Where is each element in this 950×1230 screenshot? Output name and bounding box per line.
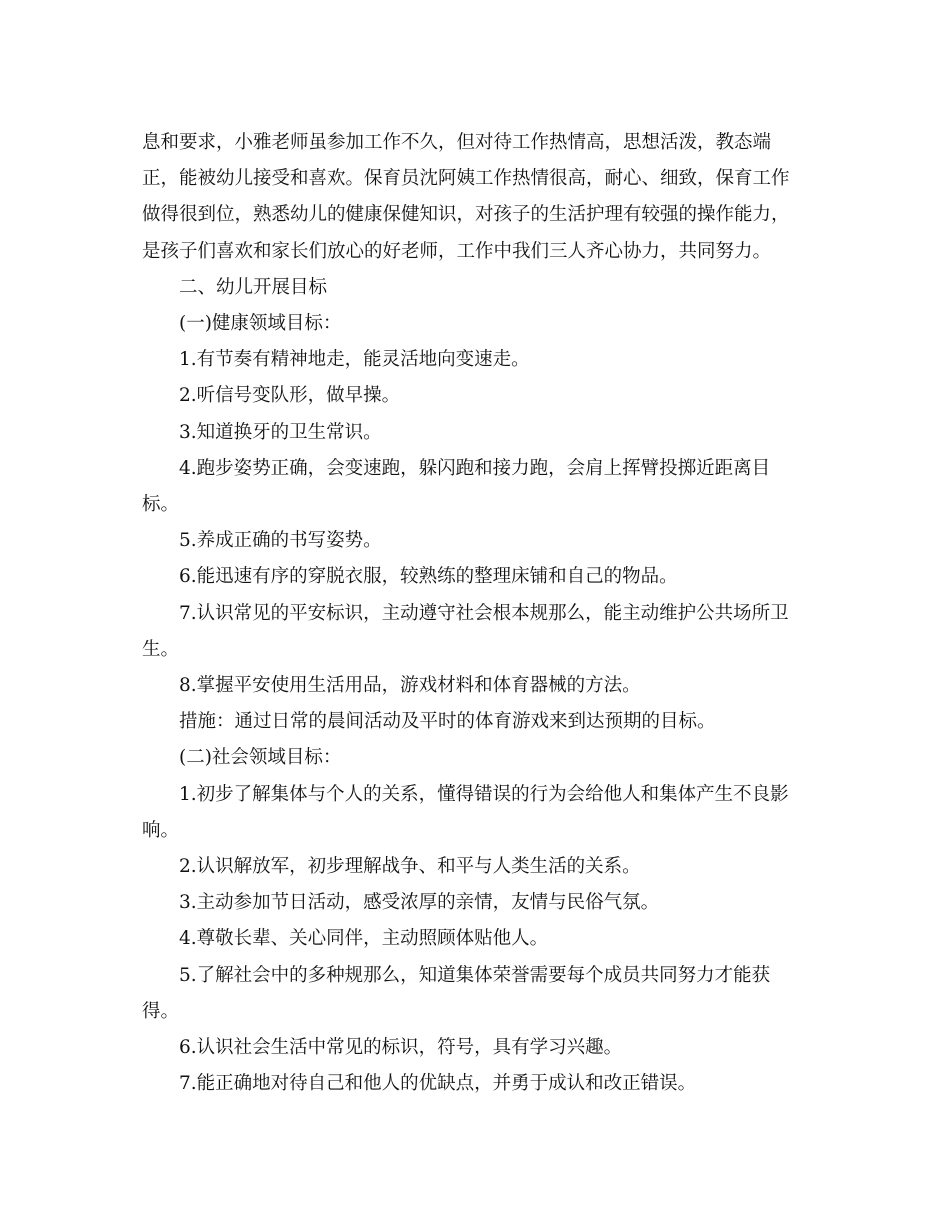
list-item: 6.能迅速有序的穿脱衣服，较熟练的整理床铺和自己的物品。 <box>179 566 678 588</box>
list-item: 1.初步了解集体与个人的关系，懂得错误的行为会给他人和集体产生不良影响。 <box>142 783 789 841</box>
list-item: 4.跑步姿势正确，会变速跑，躲闪跑和接力跑，会肩上挥臂投掷近距离目标。 <box>142 457 771 516</box>
subheading-social-goals: (二)社会领域目标： <box>179 747 342 769</box>
list-item: 3.知道换牙的卫生常识。 <box>179 421 382 443</box>
list-item: 7.能正确地对待自己和他人的优缺点，并勇于成认和改正错误。 <box>179 1073 697 1095</box>
list-item: 7.认识常见的平安标识，主动遵守社会根本规那么，能主动维护公共场所卫生。 <box>142 602 789 660</box>
list-item: 5.了解社会中的多种规那么，知道集体荣誉需要每个成员共同努力才能获得。 <box>142 964 771 1022</box>
list-item: 2.认识解放军，初步理解战争、和平与人类生活的关系。 <box>179 856 641 878</box>
list-item: 2.听信号变队形，做早操。 <box>179 385 401 407</box>
list-item: 6.认识社会生活中常见的标识，符号，具有学习兴趣。 <box>179 1037 623 1059</box>
list-item: 8.掌握平安使用生活用品，游戏材料和体育器械的方法。 <box>179 675 641 697</box>
list-item: 4.尊敬长辈、关心同伴，主动照顾体贴他人。 <box>179 928 549 950</box>
list-item: 1.有节奏有精神地走，能灵活地向变速走。 <box>179 349 530 371</box>
paragraph-intro: 息和要求，小雅老师虽参加工作不久，但对待工作热情高，思想活泼，教态端正，能被幼儿接受和喜欢。保育员沈阿姨工作热情很高，耐心、细致，保育工作做得很到位，熟悉幼儿的健康保健知识，对孩子的生活护理有较强的操作能力，是孩子们喜欢和家长们放心的好老师，工作中我们三人齐心协力，共同努力。 <box>142 132 790 262</box>
paragraph-measures: 措施：通过日常的晨间活动及平时的体育游戏来到达预期的目标。 <box>179 711 716 733</box>
list-item: 3.主动参加节日活动，感受浓厚的亲情，友情与民俗气氛。 <box>179 892 660 914</box>
list-item: 5.养成正确的书写姿势。 <box>179 530 382 552</box>
section-heading-development-goals: 二、幼儿开展目标 <box>179 276 328 298</box>
subheading-health-goals: (一)健康领域目标： <box>179 313 342 335</box>
